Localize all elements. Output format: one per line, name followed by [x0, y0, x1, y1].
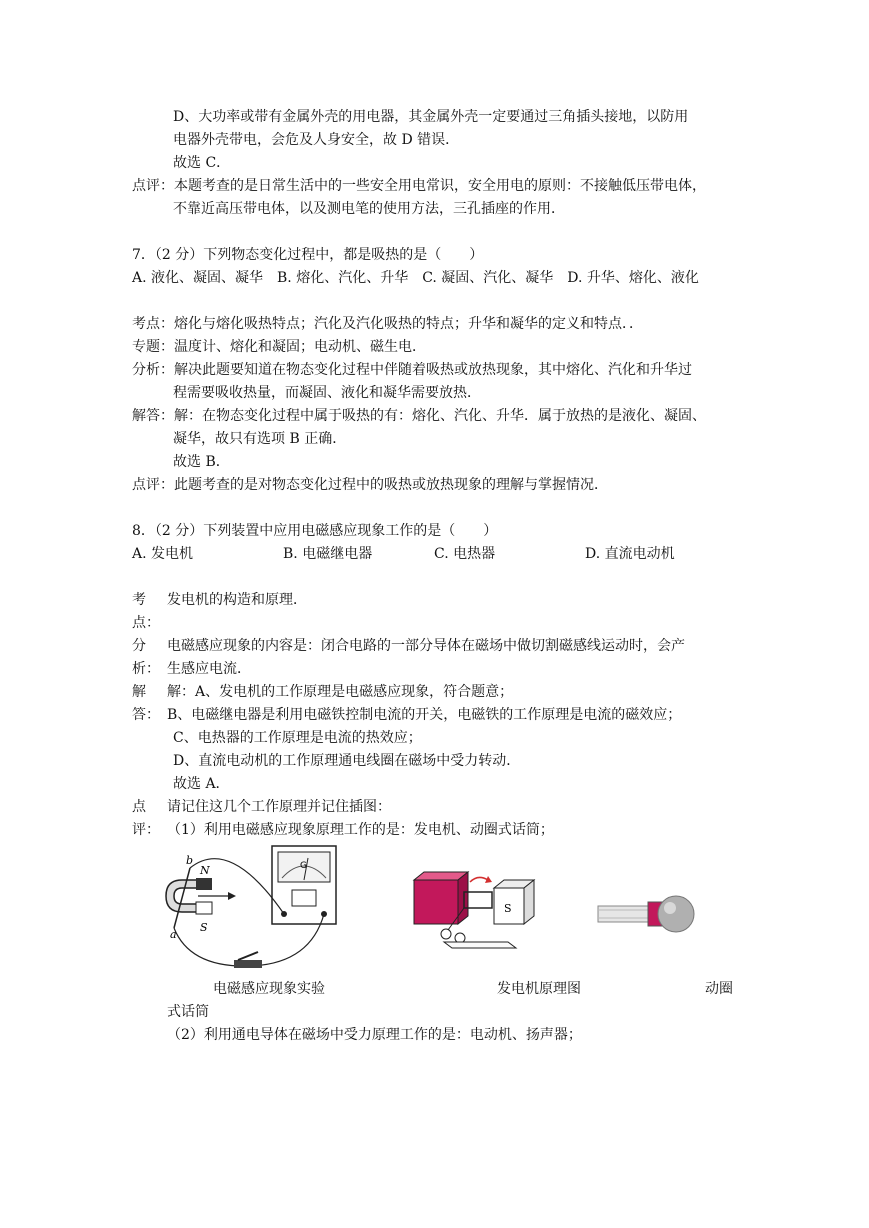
caption-microphone-part1: 动圈 — [705, 981, 733, 997]
q6-comment-label: 点评： — [132, 178, 174, 194]
q8-fenxi-label-2: 析： — [132, 661, 160, 677]
q7-answer: 故选 B． — [173, 454, 230, 470]
q7-jieda-line1: 解答：解：在物态变化过程中属于吸热的有：熔化、汽化、升华．属于放热的是液化、凝固、 — [132, 408, 706, 424]
q8-fenxi-line1: 电磁感应现象的内容是：闭合电路的一部分导体在磁场中做切割磁感线运动时，会产 — [167, 638, 685, 654]
q7-comment: 点评：此题考查的是对物态变化过程中的吸热或放热现象的理解与掌握情况． — [132, 477, 608, 493]
q6-analysis-d-line1: D、大功率或带有金属外壳的用电器，其金属外壳一定要通过三角插头接地，以防用 — [173, 109, 689, 125]
q7-fenxi-line1: 分析：解决此题要知道在物态变化过程中伴随着吸热或放热现象，其中熔化、汽化和升华过 — [132, 362, 692, 378]
q7-stem: 7．（2 分）下列物态变化过程中，都是吸热的是（ ） — [132, 247, 484, 263]
magnet-pole-s — [196, 902, 212, 914]
q8-fenxi-label-1: 分 — [132, 638, 146, 654]
caption-microphone-part2: 式话筒 — [167, 1004, 209, 1020]
q8-jieda-line1: 解：A、发电机的工作原理是电磁感应现象，符合题意； — [167, 684, 514, 700]
q8-jieda-label-1: 解 — [132, 684, 146, 700]
q6-comment-line1: 本题考查的是日常生活中的一些安全用电常识，安全用电的原则：不接触低压带电体， — [174, 178, 706, 194]
q8-dianping-label-2: 评： — [132, 822, 160, 838]
q6-comment-line2: 不靠近高压带电体，以及测电笔的使用方法，三孔插座的作用． — [173, 201, 565, 217]
label-b: b — [186, 854, 194, 867]
figure-induction-experiment — [160, 838, 360, 973]
q7-options: A. 液化、凝固、凝华 B. 熔化、汽化、升华 C. 凝固、汽化、凝华 D. 升华、熔化、液化 — [132, 270, 699, 286]
q8-stem: 8．（2 分）下列装置中应用电磁感应现象工作的是（ ） — [132, 523, 498, 539]
label-s: S — [200, 921, 208, 934]
caption-induction-experiment: 电磁感应现象实验 — [213, 981, 325, 997]
switch — [234, 960, 262, 968]
q7-jieda-line2: 凝华，故只有选项 B 正确． — [173, 431, 347, 447]
q7-kaodian: 考点：熔化与熔化吸热特点；汽化及汽化吸热的特点；升华和凝华的定义和特点．． — [132, 316, 643, 332]
q8-dianping-label-1: 点 — [132, 799, 146, 815]
q8-option-c: C. 电热器 — [434, 546, 496, 562]
label-a: a — [170, 928, 177, 941]
q7-zhuanti: 专题：温度计、熔化和凝固；电动机、磁生电． — [132, 339, 426, 355]
q8-dianping-line1: 请记住这几个工作原理并记住插图： — [167, 799, 391, 815]
q8-dianping-line3: （2）利用通电导体在磁场中受力原理工作的是：电动机、扬声器； — [167, 1027, 582, 1043]
q8-option-b: B. 电磁继电器 — [283, 546, 373, 562]
figure-generator-principle — [408, 868, 538, 952]
magnet-pole-n — [196, 878, 212, 890]
q6-analysis-d-line2: 电器外壳带电，会危及人身安全，故 D 错误． — [173, 132, 460, 148]
mic-handle — [598, 906, 648, 922]
magnet-red — [414, 880, 458, 924]
q8-answer: 故选 A． — [173, 776, 230, 792]
rotation-arrow — [470, 877, 488, 882]
q8-kaodian-label-2: 点： — [132, 615, 160, 631]
q8-fenxi-line2: 生感应电流． — [167, 661, 251, 677]
q8-jieda-line3: C、电热器的工作原理是电流的热效应； — [173, 730, 422, 746]
q7-fenxi-line2: 程需要吸收热量，而凝固、液化和凝华需要放热． — [173, 385, 481, 401]
q8-option-d: D. 直流电动机 — [585, 546, 675, 562]
q6-answer: 故选 C． — [173, 155, 231, 171]
q8-kaodian-label-1: 考 — [132, 592, 146, 608]
caption-generator: 发电机原理图 — [497, 981, 581, 997]
label-n: N — [200, 864, 210, 877]
label-s2: S — [504, 902, 512, 915]
conductor-rod — [174, 868, 190, 928]
q8-jieda-label-2: 答： — [132, 707, 160, 723]
label-g: G — [300, 861, 307, 871]
figure-microphone — [596, 890, 700, 938]
q8-dianping-line2: （1）利用电磁感应现象原理工作的是：发电机、动圈式话筒； — [167, 822, 554, 838]
q8-option-a: A. 发电机 — [132, 546, 194, 562]
q8-kaodian-text: 发电机的构造和原理． — [167, 592, 307, 608]
q8-jieda-line4: D、直流电动机的工作原理通电线圈在磁场中受力转动． — [173, 753, 521, 769]
q8-jieda-line2: B、电磁继电器是利用电磁铁控制电流的开关，电磁铁的工作原理是电流的磁效应； — [167, 707, 682, 723]
mic-mesh — [658, 896, 694, 932]
